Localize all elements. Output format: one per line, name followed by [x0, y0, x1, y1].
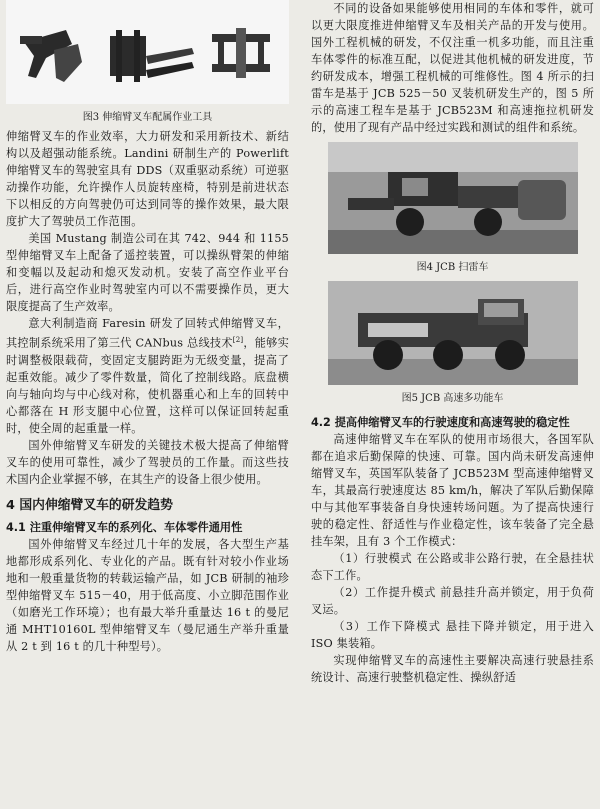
- paragraph: 实现伸缩臂叉车的高速性主要解决高速行驶悬挂系统设计、高速行驶整机稳定性、操纵舒适: [311, 654, 594, 684]
- left-column: [6, 0, 289, 655]
- figure-4-image: [328, 142, 578, 254]
- right-column: [311, 0, 594, 686]
- figure-5-image: [328, 281, 578, 385]
- figure-4: [311, 142, 594, 275]
- paragraph: 高速伸缩臂叉车在军队的使用市场很大，各国军队都在追求后勤保障的快速、可靠。国内尚未研发高速伸缩臂叉车，英国军队装备了 JCB523M 型高速伸缩臂叉车，其最高行驶速度达 85 km/h，解决了军队后勤保障中与其他军事装备自身快速转场问题。为了提高快速行驶的稳定性、舒适性与作业稳定性，该车装备了完全悬挂车架，且有 3 个工作模式：: [311, 433, 594, 548]
- figure-4-caption: 图4 JCB 扫雷车: [416, 262, 489, 273]
- attachment-frame-icon: [212, 28, 270, 78]
- citation-ref: [2]: [232, 336, 244, 344]
- figure-3-caption: 图3 伸缩臂叉车配属作业工具: [82, 112, 213, 123]
- list-item: （3）工作下降模式 悬挂下降并锁定，用于进入 ISO 集装箱。: [311, 620, 594, 650]
- figure-3-image: [6, 0, 289, 104]
- paragraph: [6, 315, 289, 437]
- paragraph: 伸缩臂叉车的作业效率，大力研发和采用新技术、新结构以及超强动能系统。Landini 研制生产的 Powerlift 伸缩臂叉车的驾驶室具有 DDS（双重驱动系统）可逆驱动操作功能，允许操作人员旋转座椅，特别是前进状态下以相反的方向驾驶仍可达到同等的操作效果，最大限度扩大了驾驶员工作范围。: [6, 130, 289, 228]
- figure-5-caption: 图5 JCB 高速多功能车: [401, 393, 504, 404]
- subsection-title: 4.2 提高伸缩臂叉车的行驶速度和高速驾驶的稳定性: [311, 416, 570, 429]
- figure-3: [6, 0, 289, 128]
- paragraph-text: 意大利制造商 Faresin 研发了回转式伸缩臂叉车，其控制系统采用了第三代 CANbus 总线技术: [6, 317, 289, 350]
- subsection-title: 4.1 注重伸缩臂叉车的系列化、车体零件通用性: [6, 520, 243, 534]
- section-title: 4 国内伸缩臂叉车的研发趋势: [6, 497, 173, 513]
- figure-5: [311, 281, 594, 406]
- list-item: （2）工作提升模式 前悬挂升高并锁定，用于负荷叉运。: [311, 586, 594, 616]
- paragraph: 美国 Mustang 制造公司在其 742、944 和 1155 型伸缩臂叉车上配备了遥控装置，可以操纵臂架的伸缩和变幅以及起动和熄灭发动机。安装了高空作业平台后，进行高空作业时驾驶室内可以不需要操作员，更大限度提高了生产效率。: [6, 232, 289, 313]
- paragraph-text: ，能够实时调整极限载荷，变固定支腿跨距为无级变量，提高了起重效能。减少了零件数量，简化了控制线路。底盘横向与轴向均与中心线对称，使机器重心和上车的回转中心都落在 H 形支腿中心位置，这样可以保证回转起重时，使全周的起重量一样。: [6, 336, 289, 435]
- list-item: （1）行驶模式 在公路或非公路行驶，在全悬挂状态下工作。: [311, 552, 594, 582]
- paragraph: 不同的设备如果能够使用相同的车体和零件，就可以更大限度推进伸缩臂叉车及相关产品的开发与使用。国外工程机械的研发，不仅注重一机多功能，而且注重车体零件的标准互配，以促进其他机械的研发进度，节约研发成本，增强工程机械的可维修性。图 4 所示的扫雷车是基于 JCB 525－50 叉装机研发生产的，图 5 所示的高速工程车是基于 JCB523M 和高速拖拉机研发的，使用了现有产品中经过实践和测试的组件和系统。: [311, 2, 594, 134]
- paragraph: 国外伸缩臂叉车研发的关键技术极大提高了伸缩臂叉车的使用可靠性，减少了驾驶员的工作量。而这些技术国内企业掌握不够，在其生产的设备上很少使用。: [6, 438, 289, 486]
- paragraph: 国外伸缩臂叉车经过几十年的发展，各大型生产基地都形成系列化、专业化的产品。既有针对较小作业场地和一般重量货物的转载运输产品，如 JCB 研制的袖珍型伸缩臂叉车 515－40，用于低高度、小立脚范围作业（如磨光工作环境）；也有最大举升重量达 16 t 的曼尼通 MHT10160L 型伸缩臂叉车（曼尼通生产举升重量从 2 t 到 16 t 的几十种型号）。: [6, 537, 289, 653]
